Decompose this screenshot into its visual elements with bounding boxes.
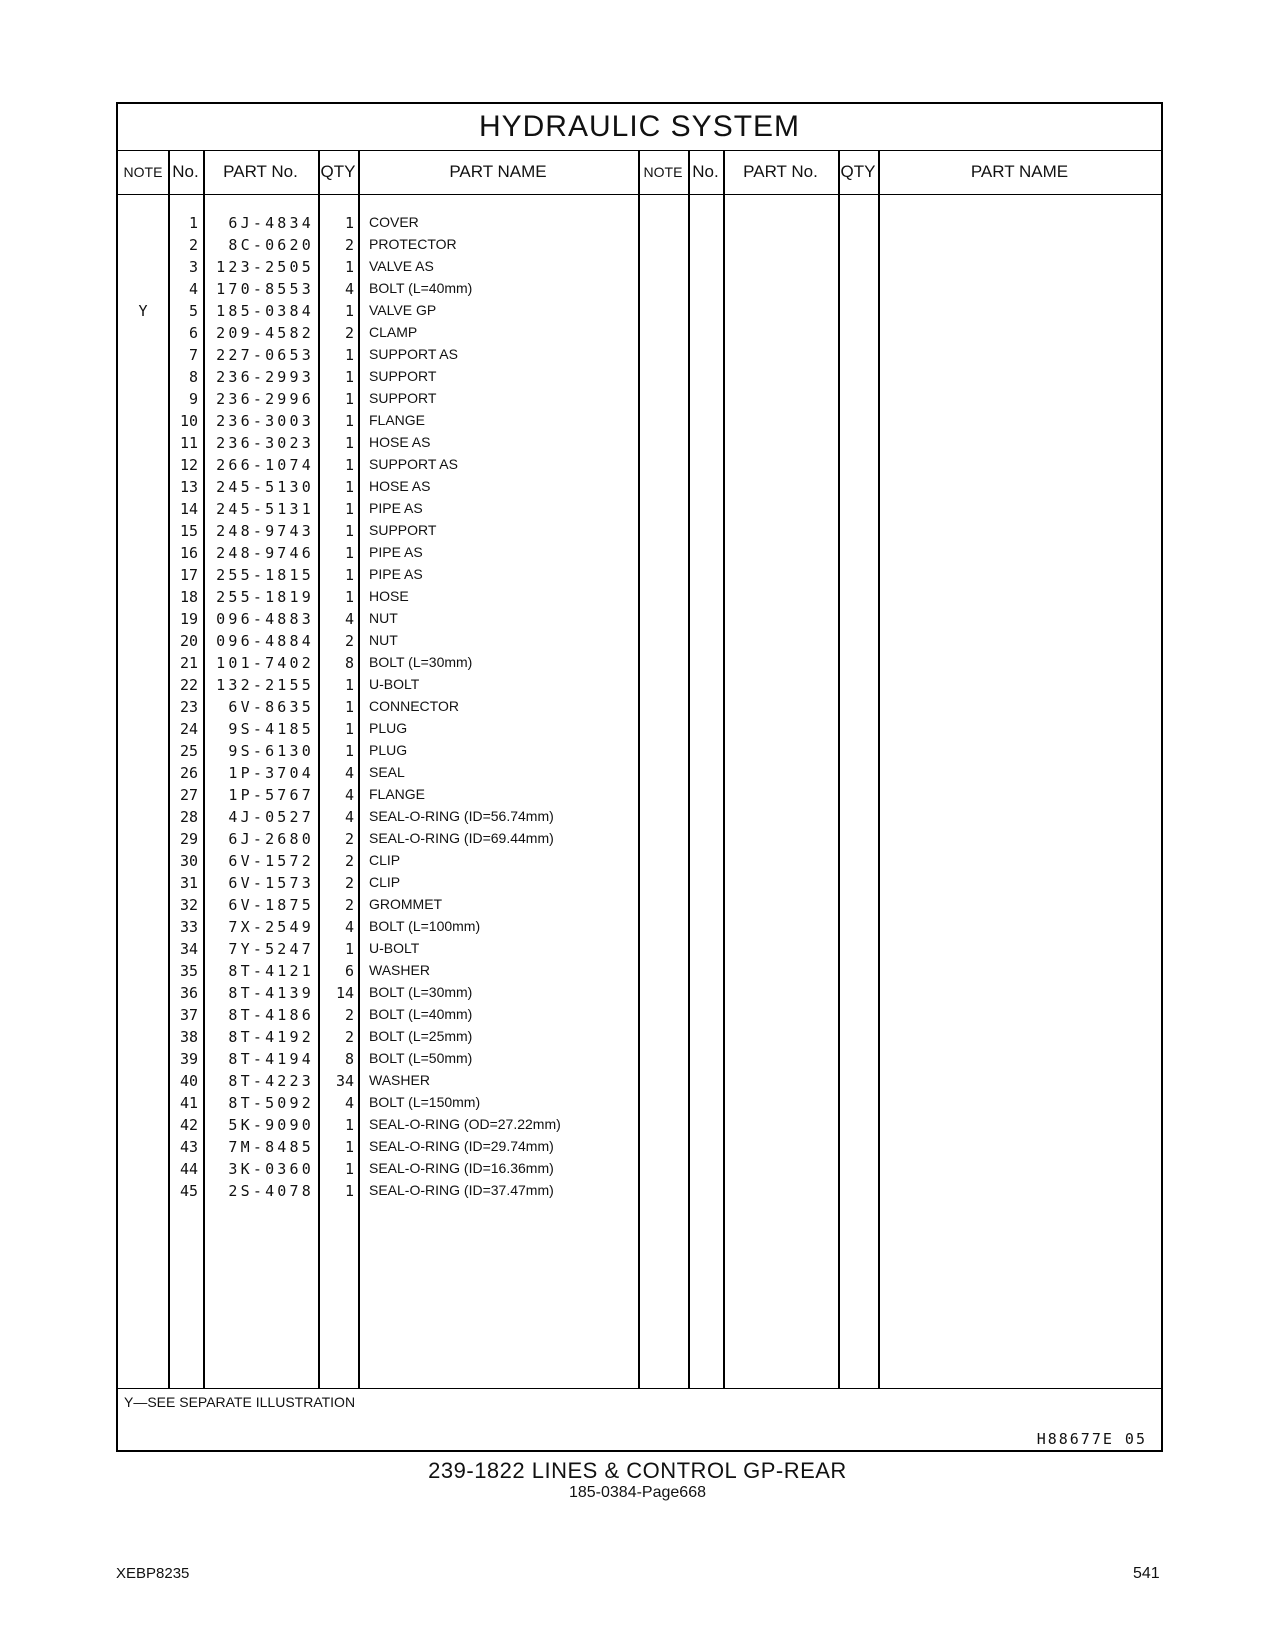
table-row — [118, 542, 1161, 564]
row-part-number: 8C-0620 — [228, 236, 314, 254]
table-row — [118, 938, 1161, 960]
row-part-name: U-BOLT — [369, 676, 420, 692]
parts-table-frame — [116, 102, 1163, 1452]
row-part-name: PIPE AS — [369, 544, 423, 560]
row-part-name: SEAL-O-RING (ID=16.36mm) — [369, 1160, 554, 1176]
row-quantity: 1 — [344, 566, 354, 584]
row-number: 7 — [188, 346, 198, 364]
row-part-number: 4J-0527 — [228, 808, 314, 826]
row-part-number: 7X-2549 — [228, 918, 314, 936]
table-row — [118, 740, 1161, 762]
row-part-name: BOLT (L=100mm) — [369, 918, 481, 934]
row-part-name: CLIP — [369, 852, 401, 868]
table-row — [118, 1048, 1161, 1070]
table-row — [118, 212, 1161, 234]
row-number: 32 — [179, 896, 198, 914]
header-part-name-right: PART NAME — [970, 162, 1069, 181]
row-quantity: 1 — [344, 346, 354, 364]
table-row — [118, 982, 1161, 1004]
header-part-name: PART NAME — [449, 162, 547, 181]
page-number: 541 — [1133, 1565, 1160, 1582]
row-quantity: 4 — [344, 1094, 354, 1112]
row-number: 24 — [179, 720, 198, 738]
row-number: 1 — [188, 214, 198, 232]
row-quantity: 1 — [344, 522, 354, 540]
table-row — [118, 718, 1161, 740]
table-row — [118, 1114, 1161, 1136]
row-number: 35 — [179, 962, 198, 980]
row-quantity: 8 — [344, 1050, 354, 1068]
row-part-name: SUPPORT — [369, 368, 437, 384]
row-quantity: 2 — [344, 896, 354, 914]
table-row — [118, 234, 1161, 256]
row-part-number: 8T-4223 — [228, 1072, 314, 1090]
row-quantity: 1 — [344, 1182, 354, 1200]
row-part-name: BOLT (L=30mm) — [369, 654, 473, 670]
row-number: 10 — [179, 412, 198, 430]
row-number: 2 — [188, 236, 198, 254]
table-row — [118, 388, 1161, 410]
table-row — [118, 256, 1161, 278]
row-quantity: 1 — [344, 698, 354, 716]
footnote: Y—SEE SEPARATE ILLUSTRATION — [124, 1394, 356, 1410]
header-qty-right: QTY — [840, 162, 876, 181]
row-number: 37 — [179, 1006, 198, 1024]
table-row — [118, 454, 1161, 476]
row-number: 6 — [188, 324, 198, 342]
row-part-name: PIPE AS — [369, 500, 423, 516]
row-part-number: 6V-8635 — [228, 698, 314, 716]
row-part-name: SUPPORT AS — [369, 346, 458, 362]
row-number: 23 — [179, 698, 198, 716]
row-part-number: 236-2996 — [216, 390, 314, 408]
row-quantity: 2 — [344, 852, 354, 870]
row-part-number: 123-2505 — [216, 258, 314, 276]
row-part-number: 6J-2680 — [228, 830, 314, 848]
row-part-name: GROMMET — [369, 896, 443, 912]
row-quantity: 1 — [344, 588, 354, 606]
row-part-number: 248-9746 — [216, 544, 314, 562]
row-number: 4 — [188, 280, 198, 298]
table-row — [118, 300, 1161, 322]
row-number: 36 — [179, 984, 198, 1002]
row-part-number: 8T-4194 — [228, 1050, 314, 1068]
row-number: 14 — [179, 500, 198, 518]
row-number: 40 — [179, 1072, 198, 1090]
row-number: 22 — [179, 676, 198, 694]
row-part-name: CLAMP — [369, 324, 418, 340]
table-row — [118, 564, 1161, 586]
row-number: 30 — [179, 852, 198, 870]
table-header — [118, 150, 1161, 195]
row-quantity: 1 — [344, 544, 354, 562]
row-quantity: 1 — [344, 1116, 354, 1134]
row-part-name: SEAL-O-RING (OD=27.22mm) — [369, 1116, 561, 1132]
table-row — [118, 828, 1161, 850]
row-part-number: 245-5130 — [216, 478, 314, 496]
row-quantity: 2 — [344, 830, 354, 848]
table-row — [118, 652, 1161, 674]
row-number: 25 — [179, 742, 198, 760]
table-row — [118, 674, 1161, 696]
row-quantity: 1 — [344, 302, 354, 320]
row-part-name: CLIP — [369, 874, 401, 890]
table-row — [118, 278, 1161, 300]
row-number: 17 — [179, 566, 198, 584]
row-note: Y — [138, 302, 148, 320]
row-quantity: 1 — [344, 214, 354, 232]
row-part-name: PROTECTOR — [369, 236, 457, 252]
row-part-number: 096-4884 — [216, 632, 314, 650]
row-number: 33 — [179, 918, 198, 936]
row-part-number: 8T-4192 — [228, 1028, 314, 1046]
row-part-name: HOSE AS — [369, 434, 431, 450]
table-row — [118, 608, 1161, 630]
table-row — [118, 1136, 1161, 1158]
section-title: HYDRAULIC SYSTEM — [118, 104, 1161, 151]
row-quantity: 1 — [344, 478, 354, 496]
footer-divider — [118, 1388, 1161, 1389]
header-note-right: NOTE — [643, 164, 683, 180]
row-quantity: 1 — [344, 742, 354, 760]
row-number: 20 — [179, 632, 198, 650]
row-part-number: 255-1819 — [216, 588, 314, 606]
row-part-number: 101-7402 — [216, 654, 314, 672]
row-number: 44 — [179, 1160, 198, 1178]
row-part-name: FLANGE — [369, 412, 426, 428]
row-number: 31 — [179, 874, 198, 892]
row-part-name: BOLT (L=25mm) — [369, 1028, 473, 1044]
row-quantity: 1 — [344, 434, 354, 452]
table-row — [118, 586, 1161, 608]
row-part-name: PIPE AS — [369, 566, 423, 582]
row-part-name: BOLT (L=30mm) — [369, 984, 473, 1000]
header-part-no: PART No. — [223, 162, 298, 181]
row-quantity: 4 — [344, 280, 354, 298]
row-number: 42 — [179, 1116, 198, 1134]
row-quantity: 34 — [335, 1072, 354, 1090]
row-part-number: 209-4582 — [216, 324, 314, 342]
row-part-number: 236-3023 — [216, 434, 314, 452]
row-part-name: NUT — [369, 632, 398, 648]
row-quantity: 1 — [344, 940, 354, 958]
row-quantity: 8 — [344, 654, 354, 672]
row-part-name: SUPPORT — [369, 522, 437, 538]
row-quantity: 2 — [344, 632, 354, 650]
drawing-code: H88677E 05 — [1036, 1430, 1147, 1448]
row-part-name: SEAL-O-RING (ID=37.47mm) — [369, 1182, 554, 1198]
row-part-name: COVER — [369, 214, 419, 230]
row-quantity: 4 — [344, 918, 354, 936]
table-row — [118, 476, 1161, 498]
table-row — [118, 366, 1161, 388]
row-part-number: 236-2993 — [216, 368, 314, 386]
row-quantity: 2 — [344, 874, 354, 892]
row-number: 18 — [179, 588, 198, 606]
row-number: 45 — [179, 1182, 198, 1200]
table-row — [118, 630, 1161, 652]
row-number: 28 — [179, 808, 198, 826]
row-number: 12 — [179, 456, 198, 474]
row-part-number: 8T-5092 — [228, 1094, 314, 1112]
row-part-name: SEAL-O-RING (ID=69.44mm) — [369, 830, 554, 846]
table-row — [118, 1092, 1161, 1114]
table-row — [118, 894, 1161, 916]
row-quantity: 1 — [344, 1138, 354, 1156]
row-part-number: 6V-1573 — [228, 874, 314, 892]
table-row — [118, 432, 1161, 454]
row-quantity: 14 — [335, 984, 354, 1002]
row-part-number: 185-0384 — [216, 302, 314, 320]
row-quantity: 4 — [344, 764, 354, 782]
row-part-name: HOSE — [369, 588, 409, 604]
table-row — [118, 410, 1161, 432]
caption-subtitle: 185-0384-Page668 — [568, 1484, 706, 1501]
row-quantity: 2 — [344, 324, 354, 342]
row-number: 21 — [179, 654, 198, 672]
row-quantity: 6 — [344, 962, 354, 980]
row-part-name: SEAL-O-RING (ID=29.74mm) — [369, 1138, 554, 1154]
row-quantity: 1 — [344, 1160, 354, 1178]
row-part-number: 132-2155 — [216, 676, 314, 694]
row-number: 3 — [188, 258, 198, 276]
header-note: NOTE — [123, 164, 163, 180]
row-part-number: 9S-6130 — [228, 742, 314, 760]
row-quantity: 1 — [344, 456, 354, 474]
row-part-name: SEAL — [369, 764, 405, 780]
row-number: 39 — [179, 1050, 198, 1068]
row-number: 29 — [179, 830, 198, 848]
table-row — [118, 520, 1161, 542]
table-row — [118, 1026, 1161, 1048]
row-part-name: SUPPORT — [369, 390, 437, 406]
row-part-name: NUT — [369, 610, 398, 626]
row-quantity: 2 — [344, 1006, 354, 1024]
row-number: 13 — [179, 478, 198, 496]
row-number: 15 — [179, 522, 198, 540]
row-part-number: 6J-4834 — [228, 214, 314, 232]
row-part-number: 255-1815 — [216, 566, 314, 584]
row-part-number: 170-8553 — [216, 280, 314, 298]
header-no: No. — [172, 162, 199, 181]
row-quantity: 1 — [344, 412, 354, 430]
row-number: 9 — [188, 390, 198, 408]
row-part-number: 266-1074 — [216, 456, 314, 474]
row-number: 27 — [179, 786, 198, 804]
row-part-number: 7Y-5247 — [228, 940, 314, 958]
table-row — [118, 1004, 1161, 1026]
table-row — [118, 322, 1161, 344]
row-part-number: 3K-0360 — [228, 1160, 314, 1178]
row-part-name: BOLT (L=40mm) — [369, 280, 473, 296]
row-quantity: 1 — [344, 258, 354, 276]
row-number: 11 — [179, 434, 198, 452]
table-row — [118, 784, 1161, 806]
row-number: 5 — [188, 302, 198, 320]
table-row — [118, 344, 1161, 366]
row-number: 34 — [179, 940, 198, 958]
row-quantity: 4 — [344, 808, 354, 826]
row-part-number: 096-4883 — [216, 610, 314, 628]
row-number: 16 — [179, 544, 198, 562]
table-row — [118, 1180, 1161, 1202]
document-id: XEBP8235 — [116, 1565, 190, 1582]
row-part-number: 8T-4139 — [228, 984, 314, 1002]
row-part-name: WASHER — [369, 1072, 430, 1088]
row-part-number: 5K-9090 — [228, 1116, 314, 1134]
row-part-name: PLUG — [369, 742, 408, 758]
row-quantity: 4 — [344, 786, 354, 804]
row-part-name: FLANGE — [369, 786, 426, 802]
table-row — [118, 806, 1161, 828]
header-no-right: No. — [692, 162, 719, 181]
table-row — [118, 762, 1161, 784]
row-part-name: SUPPORT AS — [369, 456, 458, 472]
table-row — [118, 916, 1161, 938]
header-qty: QTY — [320, 162, 356, 181]
caption-title: 239-1822 LINES & CONTROL GP-REAR — [428, 1458, 847, 1483]
row-part-number: 6V-1572 — [228, 852, 314, 870]
row-part-number: 6V-1875 — [228, 896, 314, 914]
row-part-name: CONNECTOR — [369, 698, 459, 714]
row-part-number: 1P-3704 — [228, 764, 314, 782]
row-number: 38 — [179, 1028, 198, 1046]
table-row — [118, 960, 1161, 982]
row-part-name: PLUG — [369, 720, 408, 736]
row-part-name: HOSE AS — [369, 478, 431, 494]
row-part-name: BOLT (L=40mm) — [369, 1006, 473, 1022]
header-part-no-right: PART No. — [743, 162, 818, 181]
row-quantity: 2 — [344, 236, 354, 254]
row-part-name: SEAL-O-RING (ID=56.74mm) — [369, 808, 554, 824]
row-number: 26 — [179, 764, 198, 782]
row-quantity: 1 — [344, 676, 354, 694]
row-part-name: U-BOLT — [369, 940, 420, 956]
row-number: 19 — [179, 610, 198, 628]
row-number: 41 — [179, 1094, 198, 1112]
table-row — [118, 1158, 1161, 1180]
row-part-number: 1P-5767 — [228, 786, 314, 804]
row-part-number: 8T-4186 — [228, 1006, 314, 1024]
row-part-number: 227-0653 — [216, 346, 314, 364]
table-row — [118, 696, 1161, 718]
row-part-name: BOLT (L=50mm) — [369, 1050, 473, 1066]
row-part-number: 248-9743 — [216, 522, 314, 540]
row-part-name: VALVE GP — [369, 302, 437, 318]
row-quantity: 2 — [344, 1028, 354, 1046]
table-row — [118, 872, 1161, 894]
row-part-number: 7M-8485 — [228, 1138, 314, 1156]
row-part-number: 245-5131 — [216, 500, 314, 518]
row-quantity: 4 — [344, 610, 354, 628]
row-number: 43 — [179, 1138, 198, 1156]
row-part-number: 2S-4078 — [228, 1182, 314, 1200]
row-number: 8 — [188, 368, 198, 386]
table-row — [118, 498, 1161, 520]
row-part-name: VALVE AS — [369, 258, 434, 274]
table-row — [118, 1070, 1161, 1092]
row-part-number: 236-3003 — [216, 412, 314, 430]
row-part-number: 8T-4121 — [228, 962, 314, 980]
row-part-number: 9S-4185 — [228, 720, 314, 738]
row-quantity: 1 — [344, 368, 354, 386]
row-quantity: 1 — [344, 390, 354, 408]
row-quantity: 1 — [344, 500, 354, 518]
row-part-name: BOLT (L=150mm) — [369, 1094, 481, 1110]
table-row — [118, 850, 1161, 872]
row-part-name: WASHER — [369, 962, 430, 978]
row-quantity: 1 — [344, 720, 354, 738]
